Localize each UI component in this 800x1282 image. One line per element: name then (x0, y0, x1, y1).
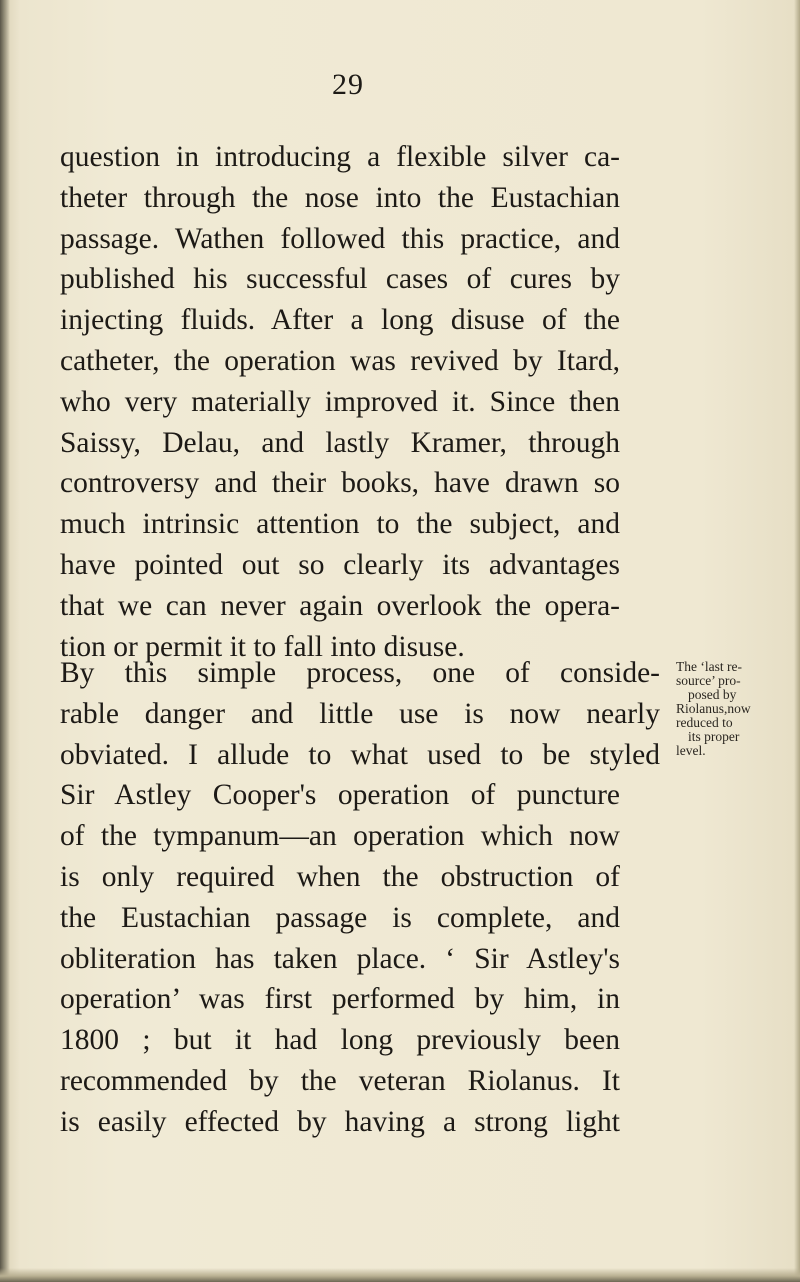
page-bottom-edge (0, 1268, 800, 1282)
marginal-note-line: level. (676, 743, 706, 758)
text-line: recommended by the veteran Riolanus. It (60, 1064, 620, 1097)
marginal-note-line: The ‘last re- (676, 659, 742, 674)
marginal-note-line: Riolanus,now (676, 701, 751, 716)
text-line: that we can never again overlook the opera- (60, 589, 620, 622)
paragraph-catheter-history (60, 137, 620, 667)
text-line: rable danger and little use is now nearly (60, 697, 660, 730)
text-line: obliteration has taken place. ‘ Sir Astley's (60, 942, 620, 975)
text-line: is easily effected by having a strong light (60, 1105, 620, 1138)
marginal-note-line: posed by (688, 687, 737, 702)
text-line: of the tympanum—an operation which now (60, 820, 620, 853)
text-line: much intrinsic attention to the subject, and (60, 508, 620, 541)
text-line: 1800 ; but it had long previously been (60, 1024, 620, 1057)
text-line: controversy and their books, have drawn so (60, 467, 620, 500)
text-line: is only required when the obstruction of (60, 860, 620, 893)
text-line: Sir Astley Cooper's operation of puncture (60, 779, 620, 812)
page-gutter-shadow (0, 0, 10, 1282)
marginal-note-line: reduced to (676, 715, 733, 730)
marginal-note (676, 660, 780, 758)
text-line: who very materially improved it. Since then (60, 385, 620, 418)
text-line: published his successful cases of cures by (60, 263, 620, 296)
text-line: question in introducing a flexible silver ca- (60, 141, 620, 173)
text-line: operation’ was first performed by him, in (60, 983, 620, 1016)
page-number: 29 (332, 68, 364, 101)
text-line: obviated. I allude to what used to be styled (60, 738, 660, 771)
page-edge-shadow (794, 0, 800, 1282)
text-line: tion or permit it to fall into disuse. (60, 630, 465, 663)
text-line: have pointed out so clearly its advantages (60, 548, 620, 581)
text-line: By this simple process, one of conside- (60, 657, 660, 689)
paragraph-astley-cooper-operation (60, 653, 660, 1143)
text-line: Saissy, Delau, and lastly Kramer, through (60, 426, 620, 459)
text-line: injecting fluids. After a long disuse of the (60, 304, 620, 337)
marginal-note-line: its proper (688, 729, 740, 744)
text-line: theter through the nose into the Eustachian (60, 181, 620, 214)
marginal-note-line: source’ pro- (676, 673, 741, 688)
text-line: the Eustachian passage is complete, and (60, 901, 620, 934)
text-line: catheter, the operation was revived by Itard, (60, 344, 620, 377)
text-line: passage. Wathen followed this practice, and (60, 222, 620, 255)
